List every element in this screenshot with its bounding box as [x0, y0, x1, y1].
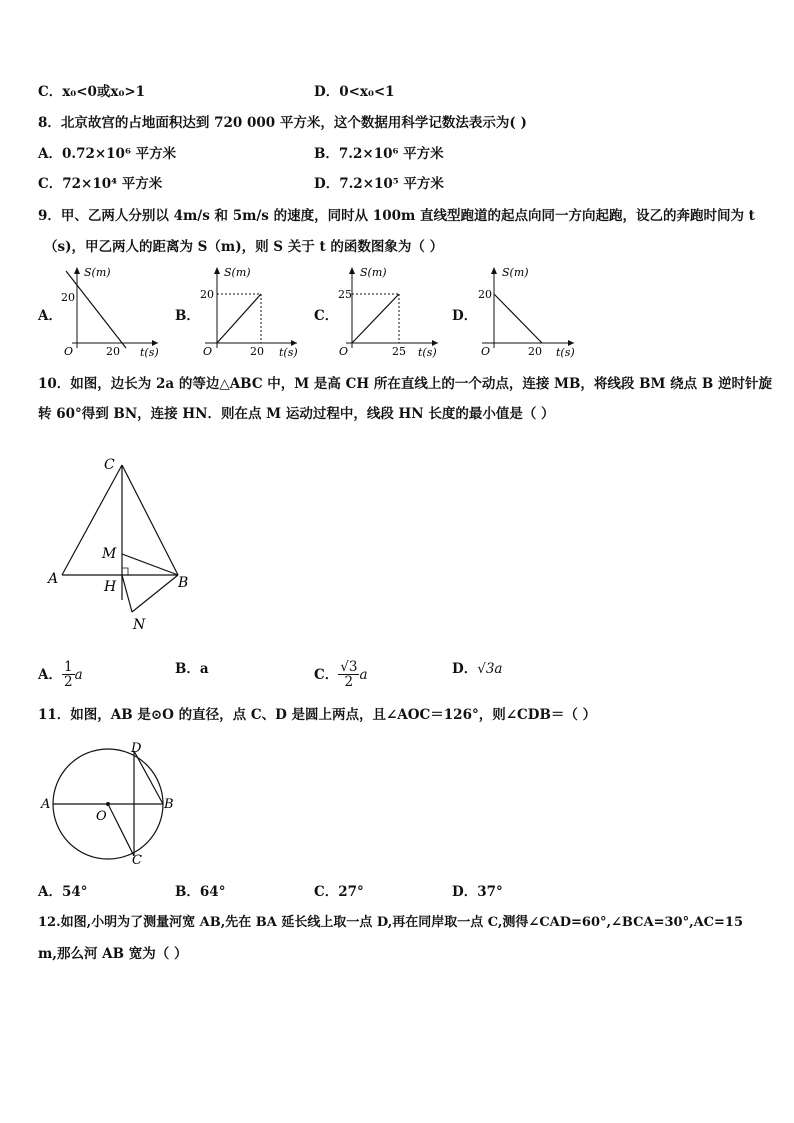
- q9-graph-c-xlabel: t(s): [418, 346, 437, 358]
- q10-option-a-den: 2: [63, 674, 73, 690]
- q10-option-b: B．a: [175, 661, 209, 677]
- q9-graph-d-xtick: 20: [528, 345, 542, 358]
- q10-option-d: [452, 660, 502, 678]
- q9-graph-c-origin: O: [339, 345, 349, 358]
- q9-graph-d-origin: O: [481, 345, 491, 358]
- q10-option-a: [38, 660, 83, 689]
- q9-graph-b-xtick: 20: [250, 345, 264, 358]
- q9-graph-d-ytick: 20: [478, 288, 492, 301]
- q9-graph-b-ytick: 20: [200, 288, 214, 301]
- q11-option-b: B．64°: [175, 884, 226, 900]
- q11-point-d: D: [131, 741, 142, 756]
- q9-graph-a: [58, 263, 163, 358]
- q9-graph-b-origin: O: [203, 345, 213, 358]
- q10-option-a-var: a: [74, 666, 83, 683]
- q10-option-d-label: D．: [452, 661, 478, 677]
- q7-option-d: D．0<x₀<1: [314, 84, 395, 100]
- q10-triangle-figure: [40, 450, 210, 635]
- q9-text-line2: （s)，甲乙两人的距离为 S（m)，则 S 关于 t 的函数图象为（ ）: [44, 239, 444, 255]
- q10-point-h: H: [104, 579, 117, 595]
- q9-graph-d: [472, 263, 582, 358]
- q10-option-c-num: √3: [340, 659, 358, 675]
- q9-label-a: A．: [38, 308, 62, 324]
- q10-option-a-num: 1: [63, 659, 73, 675]
- q11-point-b: B: [164, 797, 174, 812]
- q12-text-line2: m,那么河 AB 宽为（ ）: [38, 946, 188, 962]
- q9-label-d: D．: [452, 308, 478, 324]
- q9-text-line1: 9．甲、乙两人分别以 4m/s 和 5m/s 的速度，同时从 100m 直线型跑道的起点向同一方向起跑，设乙的奔跑时间为 t: [38, 208, 755, 224]
- q10-text-line2: 转 60°得到 BN，连接 HN．则在点 M 运动过程中，线段 HN 长度的最小值是（ ）: [38, 406, 555, 422]
- q9-label-c: C．: [314, 308, 339, 324]
- q11-option-d: D．37°: [452, 884, 503, 900]
- q11-text: 11．如图，AB 是⊙O 的直径，点 C、D 是圆上两点，且∠AOC＝126°，则∠CDB＝（ ）: [38, 707, 597, 723]
- q9-graph-a-ytick: 20: [61, 291, 75, 304]
- q11-option-a: A．54°: [38, 884, 88, 900]
- q11-point-a: A: [41, 797, 51, 812]
- q9-graph-c: [336, 263, 446, 358]
- q10-point-m: M: [102, 546, 117, 562]
- q10-option-c-var: a: [359, 666, 368, 683]
- q9-graph-d-ylabel: S(m): [502, 266, 529, 279]
- q9-graph-a-xlabel: t(s): [140, 346, 159, 358]
- q9-graph-c-ylabel: S(m): [360, 266, 387, 279]
- q10-option-c-den: 2: [344, 674, 354, 690]
- q10-point-c: C: [104, 457, 115, 473]
- q9-graph-a-ylabel: S(m): [84, 266, 111, 279]
- q10-point-a: A: [48, 571, 59, 587]
- q8-option-c: C．72×10⁴ 平方米: [38, 176, 163, 192]
- q12-text-line1: 12.如图,小明为了测量河宽 AB,先在 BA 延长线上取一点 D,再在同岸取一点 C,测得∠CAD=60°,∠BCA=30°,AC=15: [38, 915, 744, 930]
- q10-point-b: B: [178, 575, 189, 591]
- q9-graph-d-xlabel: t(s): [556, 346, 575, 358]
- q10-option-c-fraction: [338, 660, 359, 689]
- q7-option-c: C．x₀<0或x₀>1: [38, 84, 146, 100]
- q10-option-c-label: C．: [314, 666, 339, 683]
- q9-graph-c-ytick: 25: [338, 288, 352, 301]
- q8-option-b: B．7.2×10⁶ 平方米: [314, 146, 444, 162]
- q9-graph-b-ylabel: S(m): [224, 266, 251, 279]
- q9-graph-b-xlabel: t(s): [279, 346, 298, 358]
- q9-graph-a-origin: O: [64, 345, 74, 358]
- q10-option-c: [314, 660, 368, 689]
- q8-option-a: A．0.72×10⁶ 平方米: [38, 146, 177, 162]
- q9-label-b: B．: [175, 308, 200, 324]
- q10-point-n: N: [133, 617, 146, 633]
- q9-graph-c-xtick: 25: [392, 345, 406, 358]
- q11-option-c: C．27°: [314, 884, 364, 900]
- q8-option-d: D．7.2×10⁵ 平方米: [314, 176, 444, 192]
- q11-point-c: C: [132, 853, 142, 868]
- q11-point-o: O: [96, 809, 107, 824]
- q10-option-a-label: A．: [38, 666, 62, 683]
- q8-text: 8．北京故宫的占地面积达到 720 000 平方米，这个数据用科学记数法表示为( ): [38, 115, 527, 131]
- q11-circle-figure: [38, 738, 183, 868]
- q10-option-a-fraction: [62, 660, 75, 689]
- q9-graph-a-xtick: 20: [106, 345, 120, 358]
- q9-graph-b: [195, 263, 305, 358]
- q10-option-d-value: √3a: [477, 661, 503, 677]
- q10-text-line1: 10．如图，边长为 2a 的等边△ABC 中，M 是高 CH 所在直线上的一个动点，连接 MB，将线段 BM 绕点 B 逆时针旋: [38, 376, 772, 392]
